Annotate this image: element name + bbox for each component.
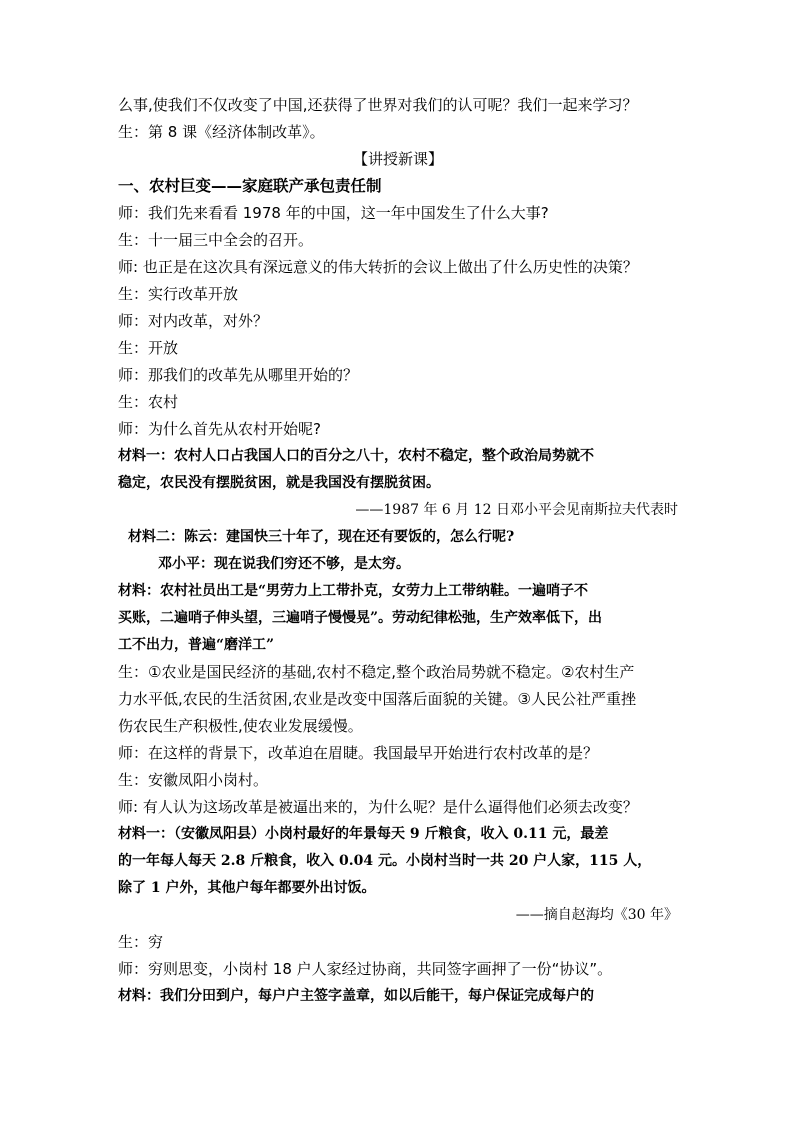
body-line: 师: 也正是在这次具有深远意义的伟大转折的会议上做出了什么历史性的决策？: [118, 258, 638, 276]
section-heading: 一、农村巨变——家庭联产承包责任制: [118, 177, 382, 195]
body-line: 师：在这样的背景下，改革迫在眉睫。我国最早开始进行农村改革的是？: [118, 744, 599, 762]
body-line: 生：开放: [118, 339, 179, 357]
body-line: 生：第 8 课《经济体制改革》。: [118, 123, 325, 141]
section-title: 【讲授新课】: [352, 150, 443, 168]
body-line: 生：安徽凤阳小岗村。: [118, 771, 269, 789]
material-line: 邓小平：现在说我们穷还不够，是太穷。: [158, 556, 410, 572]
material-line: 买账，二遍哨子伸头望，三遍哨子慢慢晃”。劳动纪律松弛，生产效率低下，出: [118, 610, 603, 626]
material-line: 材料：农村社员出工是“男劳力上工带扑克，女劳力上工带纳鞋。一遍哨子不: [118, 583, 589, 599]
body-line: 力水平低,农民的生活贫困,农业是改变中国落后面貌的关键。③人民公社严重挫: [118, 690, 636, 708]
material-source: ——摘自赵海均《30 年》: [515, 907, 678, 923]
material-line: 材料：我们分田到户，每户户主签字盖章，如以后能干，每户保证完成每户的: [118, 988, 594, 1004]
material-source: ——1987 年 6 月 12 日邓小平会见南斯拉夫代表时: [355, 502, 678, 518]
body-line: 师：那我们的改革先从哪里开始的？: [118, 366, 359, 384]
material-line: 材料一：农村人口占我国人口的百分之八十，农村不稳定，整个政治局势就不: [118, 448, 594, 464]
material-line: 材料一：（安徽凤阳县）小岗村最好的年景每天 9 斤粮食，收入 0.11 元，最差: [118, 826, 609, 842]
body-line: 生：十一届三中全会的召开。: [118, 231, 314, 249]
body-line: 生：①农业是国民经济的基础,农村不稳定,整个政治局势就不稳定。②农村生产: [118, 663, 635, 681]
body-line: 生：穷: [118, 933, 164, 951]
body-line: 么事,使我们不仅改变了中国,还获得了世界对我们的认可呢？我们一起来学习？: [118, 96, 638, 114]
body-line: 生：实行改革开放: [118, 285, 239, 303]
material-line: 除了 1 户外，其他户每年都要外出讨饭。: [118, 880, 376, 896]
body-line: 师：我们先来看看 1978 年的中国，这一年中国发生了什么大事?: [118, 204, 549, 222]
material-line: 的一年每人每天 2.8 斤粮食，收入 0.04 元。小岗村当时一共 20 户人家，115 人，: [118, 853, 652, 869]
body-line: 师：穷则思变，小岗村 18 户人家经过协商，共同签字画押了一份“协议”。: [118, 960, 613, 978]
body-line: 伤农民生产积极性,使农业发展缓慢。: [118, 717, 363, 735]
material-line: 工不出力，普遍“磨洋工”: [118, 637, 275, 653]
body-line: 师：为什么首先从农村开始呢?: [118, 420, 321, 438]
body-line: 师: 有人认为这场改革是被逼出来的，为什么呢？是什么逼得他们必须去改变？: [118, 798, 638, 816]
body-line: 生：农村: [118, 393, 179, 411]
page-body: [118, 92, 678, 1010]
body-line: 师：对内改革，对外？: [118, 312, 269, 330]
material-line: 稳定，农民没有摆脱贫困，就是我国没有摆脱贫困。: [118, 475, 440, 491]
material-line: 材料二：陈云：建国快三十年了，现在还有要饭的，怎么行呢?: [128, 529, 515, 545]
